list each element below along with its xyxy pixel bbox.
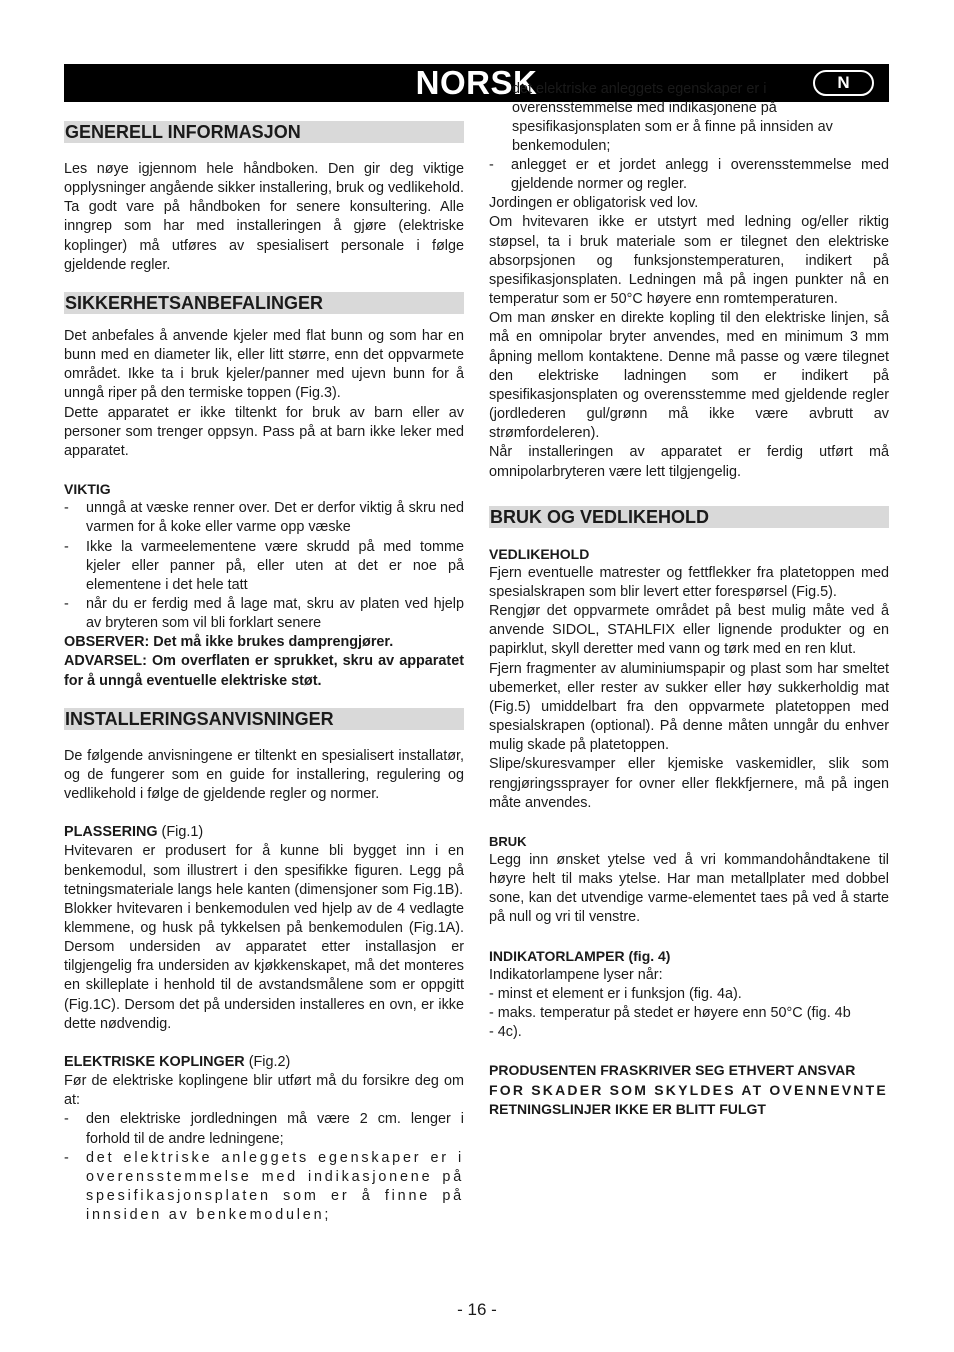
install-intro: De følgende anvisningene er tiltenkt en spesialisert installatør, og de fungerer som en guide for installering, regulering og vedlikehold i følge de gjeldende regler og normer. [64, 747, 464, 803]
dash-marker: - [64, 1149, 72, 1166]
placement-paragraph-1: Hvitevaren er produsert for å kunne bli bygget inn i en benkemodul, som illustrert i den spesifikke figuren. Legg på tetningsmateriale langs hele kanten (dimensjoner som Fig.1B). [64, 843, 464, 898]
lamps-intro: Indikatorlampene lyser når: [489, 966, 663, 983]
dash-marker: - [64, 500, 69, 517]
direct-connection-paragraph: Om man ønsker en direkte kopling til den elektriske linjen, så må en omnipolar bryter anvendes, med en minimum 3 mm åpning mellom kontaktene. Denne må passe og være tilegnet den elektriske ladningen som er indikert på spesifikasjonsplaten og overensstemme med gjeldende regler (jordlederen gul/grønn må ikke være avbrutt av strømfordeleren). [489, 310, 889, 442]
maintenance-label: VEDLIKEHOLD [489, 545, 590, 562]
use-label: BRUK [489, 833, 527, 849]
lamps-item-1: - minst et element er i funksjon (fig. 4a). [489, 985, 742, 1002]
disclaimer-line-3: RETNINGSLINJER IKKE ER BLITT FULGT [489, 1100, 766, 1117]
safety-paragraph-2: Dette apparatet er ikke tiltenkt for bruk av barn eller av personer som trenger oppsyn. Pass på at barn ikke leker med apparatet. [64, 404, 464, 459]
general-paragraph-2: Ta godt vare på håndboken for senere konsultering. Alle inngrep som har med installeringen å gjøre (elektriske koplinger) må utføres av spesialisert personale i følge gjeldende regler. [64, 199, 464, 273]
placement-paragraph-2: Blokker hvitevaren i benkemodulen ved hjelp av de 4 vedlagte klemmene, og husk på tykkelsen på benkemodulen (Fig.1A). Dersom undersiden av apparatet etter installasjon er tilgjengelig fra undersiden av kjøkkenskapet, må det monteres en skilleplate i henhold til de avstandsmålene som er oppgitt (Fig.1C). Dersom det på undersiden installeres en ovn, er ikke dette nødvendig. [64, 900, 464, 1032]
list-item-text: når du er ferdig med å lage mat, skru av platen ved hjelp av bryteren som vil bli forklart senere [86, 595, 464, 632]
safety-heading: SIKKERHETSANBEFALINGER [64, 292, 464, 314]
use-paragraph: Legg inn ønsket ytelse ved å vri kommandohåndtakene til høyre helt til maks ytelse. Har man metallplater med dobbel sone, kan det utvendige varme-elementet taes på ved å starte på null og vri til venstre. [489, 852, 889, 926]
lamps-item-2: - maks. temperatur på stedet er høyere enn 50°C (fig. 4b [489, 1005, 851, 1022]
left-column [64, 121, 464, 1224]
dash-marker: - [489, 157, 494, 173]
list-item [64, 595, 464, 633]
disclaimer-line-2: FOR SKADER SOM SKYLDES AT OVENNEVNTE [489, 1081, 888, 1098]
general-heading: GENERELL INFORMASJON [64, 121, 464, 143]
list-item-continued-text: det elektriske anleggets egenskaper er i overensstemmelse med indikasjonene på spesifikasjonsplaten som er å finne på innsiden av benkemodulen; [512, 81, 833, 155]
page-number: - 16 - [457, 1300, 497, 1319]
electric-fig-ref: (Fig.2) [244, 1053, 291, 1070]
list-item-text: det elektriske anleggets egenskaper er i overensstemmelse med indikasjonene på spesifikasjonsplaten som er å finne på innsiden av benkemodulen; [86, 1149, 464, 1224]
list-item-text: Ikke la varmeelementene være skrudd på med tomme kjeler eller panner på, eller uten at det er noe på elementene i det hele tatt [86, 538, 464, 593]
lamps-label: INDIKATORLAMPER (fig. 4) [489, 947, 671, 964]
placement-title [64, 823, 464, 842]
maintenance-paragraph-2: Rengjør det oppvarmete området på best mulig måte ved å anvende SIDOL, STAHLFIX eller lignende produkter og en papirklut, skyll deretter med vann og tørk med en ren klut. [489, 603, 889, 658]
list-item [489, 156, 889, 194]
electric-label: ELEKTRISKE KOPLINGER [64, 1053, 245, 1070]
access-paragraph: Når installeringen av apparatet er ferdig utført må omnipolarbryteren være lett tilgjengelig. [489, 444, 889, 480]
right-column [489, 81, 889, 1119]
list-item [64, 1110, 464, 1148]
list-item [64, 538, 464, 595]
grounding-note: Jordingen er obligatorisk ved lov. [489, 195, 699, 212]
electric-title [64, 1053, 464, 1072]
install-heading: INSTALLERINGSANVISNINGER [64, 708, 464, 730]
maintenance-paragraph-4: Slipe/skuresvamper eller kjemiske vaskemidler, slik som rengjøringssprayer for ovner eller flekkfjernere, må på ingen måte anvendes. [489, 756, 889, 811]
observer-note: OBSERVER: Det må ikke brukes damprengjører. [64, 634, 394, 651]
dash-marker: - [64, 595, 69, 612]
usage-heading: BRUK OG VEDLIKEHOLD [489, 506, 889, 528]
placement-label: PLASSERING [64, 824, 158, 841]
cable-paragraph: Om hvitevaren ikke er utstyrt med ledning og/eller riktig støpsel, ta i bruk materiale som er tilegnet den elektriske absorpsjonen og funksjonstemperaturen, indikert på spesifikasjonsplaten. Ledningen må på ingen punkter nå en temperatur som er 50°C høyere enn romtemperaturen. [489, 214, 889, 308]
dash-marker: - [64, 538, 69, 555]
important-label: VIKTIG [64, 481, 111, 498]
list-item-text: unngå at væske renner over. Det er derfor viktig å skru ned varmen for å koke eller varme opp væske [86, 500, 464, 536]
disclaimer-line-1: PRODUSENTEN FRASKRIVER SEG ETHVERT ANSVAR [489, 1062, 856, 1079]
maintenance-paragraph-1: Fjern eventuelle matrester og fettflekker fra platetoppen med spesialskrapen som blir levert etter forespørsel (Fig.5). [489, 564, 889, 600]
safety-paragraph-1: Det anbefales å anvende kjeler med flat bunn og som har en bunn med en diameter lik, eller litt større, enn det oppvarmete området. Ikke ta i bruk kjeler/panner med ujevn bunn for å unngå riper på den termiske toppen (Fig.3). [64, 327, 464, 402]
dash-marker: - [64, 1111, 69, 1128]
maintenance-paragraph-3: Fjern fragmenter av aluminiumspapir og plast som har smeltet ubemerket, eller rester av sukker eller høy sukkerholdig mat (Fig.5) umiddelbart fra den oppvarmete platetoppen med spesialskrapen (optional). På denne måten unngår du enhver mulig skade på platetoppen. [489, 660, 889, 754]
electric-intro: Før de elektriske koplingene blir utført må du forsikre deg om at: [64, 1073, 464, 1109]
warning-note: ADVARSEL: Om overflaten er sprukket, skru av apparatet for å unngå eventuelle elektriske støt. [64, 653, 464, 689]
list-item-text: anlegget er et jordet anlegg i overensstemmelse med gjeldende normer og regler. [511, 157, 889, 193]
list-item [64, 499, 464, 537]
banner-title: NORSK [415, 64, 538, 101]
list-item [64, 1149, 464, 1224]
lamps-item-3: - 4c). [489, 1024, 522, 1041]
language-badge: N [813, 70, 874, 96]
list-item-text: den elektriske jordledningen må være 2 cm. lenger i forhold til de andre ledningene; [86, 1111, 464, 1147]
placement-fig-ref: (Fig.1) [157, 824, 204, 841]
list-item-continued [489, 81, 889, 156]
general-paragraph-1: Les nøye igjennom hele håndboken. Den gir deg viktige opplysninger angående sikker installering, bruk og vedlikehold. [64, 161, 464, 197]
